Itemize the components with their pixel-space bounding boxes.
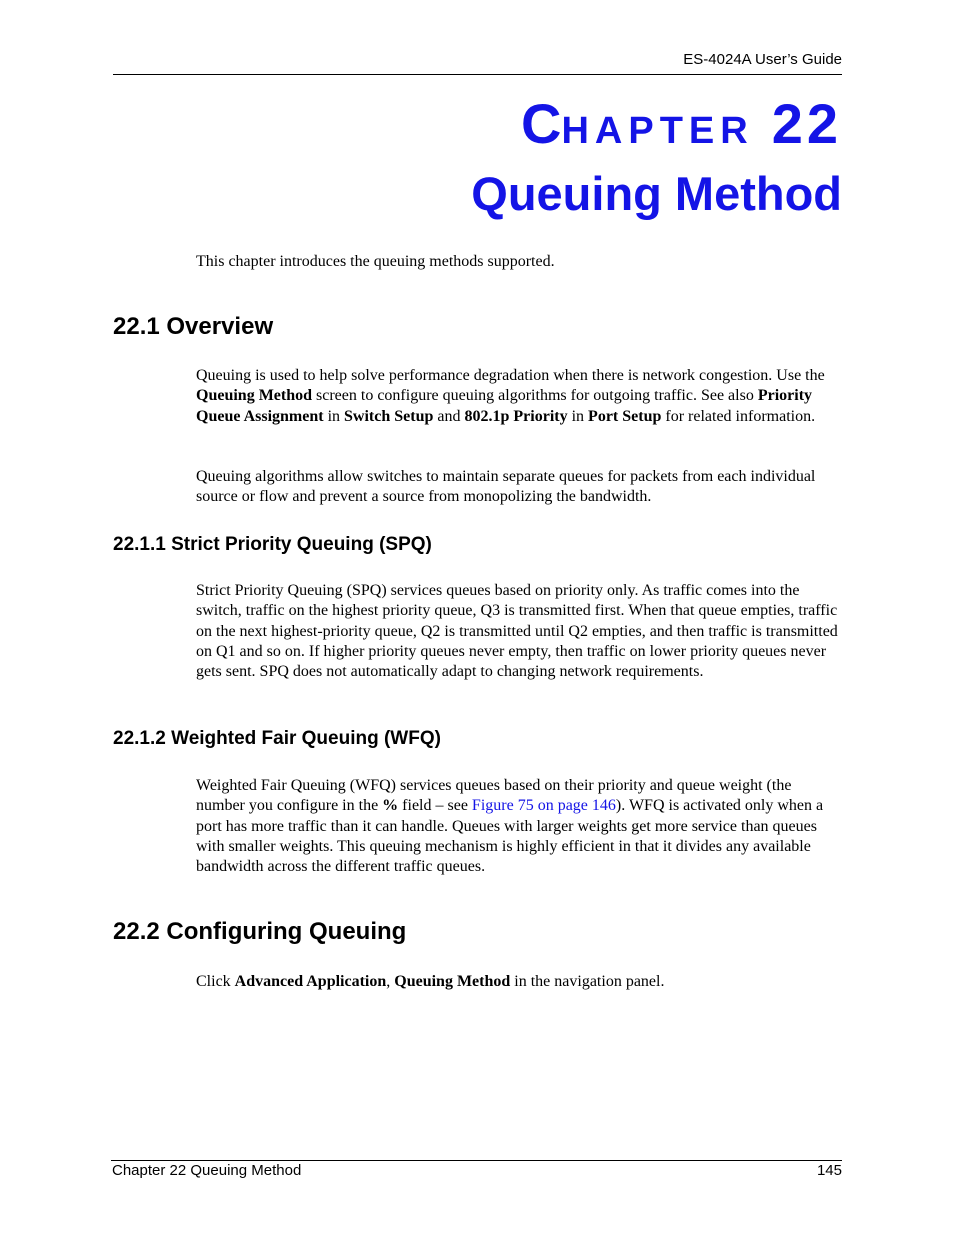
- chapter-number: 22: [771, 92, 842, 155]
- section-heading-configuring: 22.2 Configuring Queuing: [113, 918, 407, 945]
- text-run: in: [323, 407, 345, 425]
- running-header: ES-4024A User’s Guide: [683, 51, 842, 68]
- text-run: in the navigation panel.: [510, 973, 665, 990]
- header-rule: [113, 74, 842, 75]
- spq-paragraph: Strict Priority Queuing (SPQ) services queues based on priority only. As traffic comes into the switch, traffic on the highest priority queue, Q3 is transmitted first. When that queue empties, traffic on the next highest-priority queue, Q2 is transmitted until Q2 empties, and then traffic is transmitted on Q1 and so on. If higher priority queues never empty, then traffic on lower priority queues never gets sent. SPQ does not automatically adapt to changing network requirements.: [196, 582, 838, 681]
- text-run: and: [433, 407, 465, 425]
- section-heading-overview: 22.1 Overview: [113, 313, 274, 340]
- figure-cross-reference-link[interactable]: Figure 75 on page 146: [471, 797, 616, 815]
- text-run: ). WFQ is activated only when a port has more traffic than it can handle. Queues with larger weights get more service than queues with smaller weights. This queuing mechanism is highly efficient in that it divides any available bandwidth across the different traffic queues.: [196, 797, 824, 876]
- chapter-label-rest: HAPTER: [561, 110, 754, 152]
- page-number: 145: [816, 1162, 842, 1179]
- overview-paragraph-2: Queuing algorithms allow switches to maintain separate queues for packets from each individual source or flow and prevent a source from monopolizing the bandwidth.: [196, 468, 816, 506]
- ui-term: Priority Queue Assignment: [196, 387, 813, 425]
- ui-term: 802.1p Priority: [464, 407, 568, 425]
- footer-rule: [111, 1160, 842, 1161]
- ui-term: Advanced Application: [234, 973, 387, 990]
- chapter-label-initial: C: [521, 92, 562, 155]
- ui-term: Queuing Method: [394, 973, 511, 990]
- text-run: for related information.: [661, 407, 816, 425]
- ui-term: Port Setup: [588, 407, 662, 425]
- ui-term: %: [382, 797, 399, 815]
- subsection-heading-spq: 22.1.1 Strict Priority Queuing (SPQ): [113, 534, 432, 555]
- text-run: screen to configure queuing algorithms for outgoing traffic. See also: [312, 387, 758, 405]
- chapter-label: [521, 92, 842, 155]
- chapter-title: Queuing Method: [471, 167, 842, 220]
- text-run: ,: [386, 973, 395, 990]
- running-footer: Chapter 22 Queuing Method: [112, 1162, 302, 1179]
- text-run: Queuing is used to help solve performance degradation when there is network congestion. Use the: [196, 367, 825, 384]
- text-run: field – see: [398, 797, 472, 815]
- ui-term: Switch Setup: [344, 407, 434, 425]
- overview-paragraph-1: [196, 366, 844, 427]
- text-run: Weighted Fair Queuing (WFQ) services queues based on their priority and queue weight (the number you configure in the: [196, 777, 792, 815]
- configuring-paragraph: [196, 972, 844, 992]
- ui-term: Queuing Method: [196, 387, 313, 405]
- text-run: in: [567, 407, 589, 425]
- intro-paragraph: This chapter introduces the queuing methods supported.: [196, 253, 555, 270]
- text-run: Click: [196, 973, 235, 990]
- subsection-heading-wfq: 22.1.2 Weighted Fair Queuing (WFQ): [113, 728, 441, 749]
- wfq-paragraph: [196, 776, 844, 877]
